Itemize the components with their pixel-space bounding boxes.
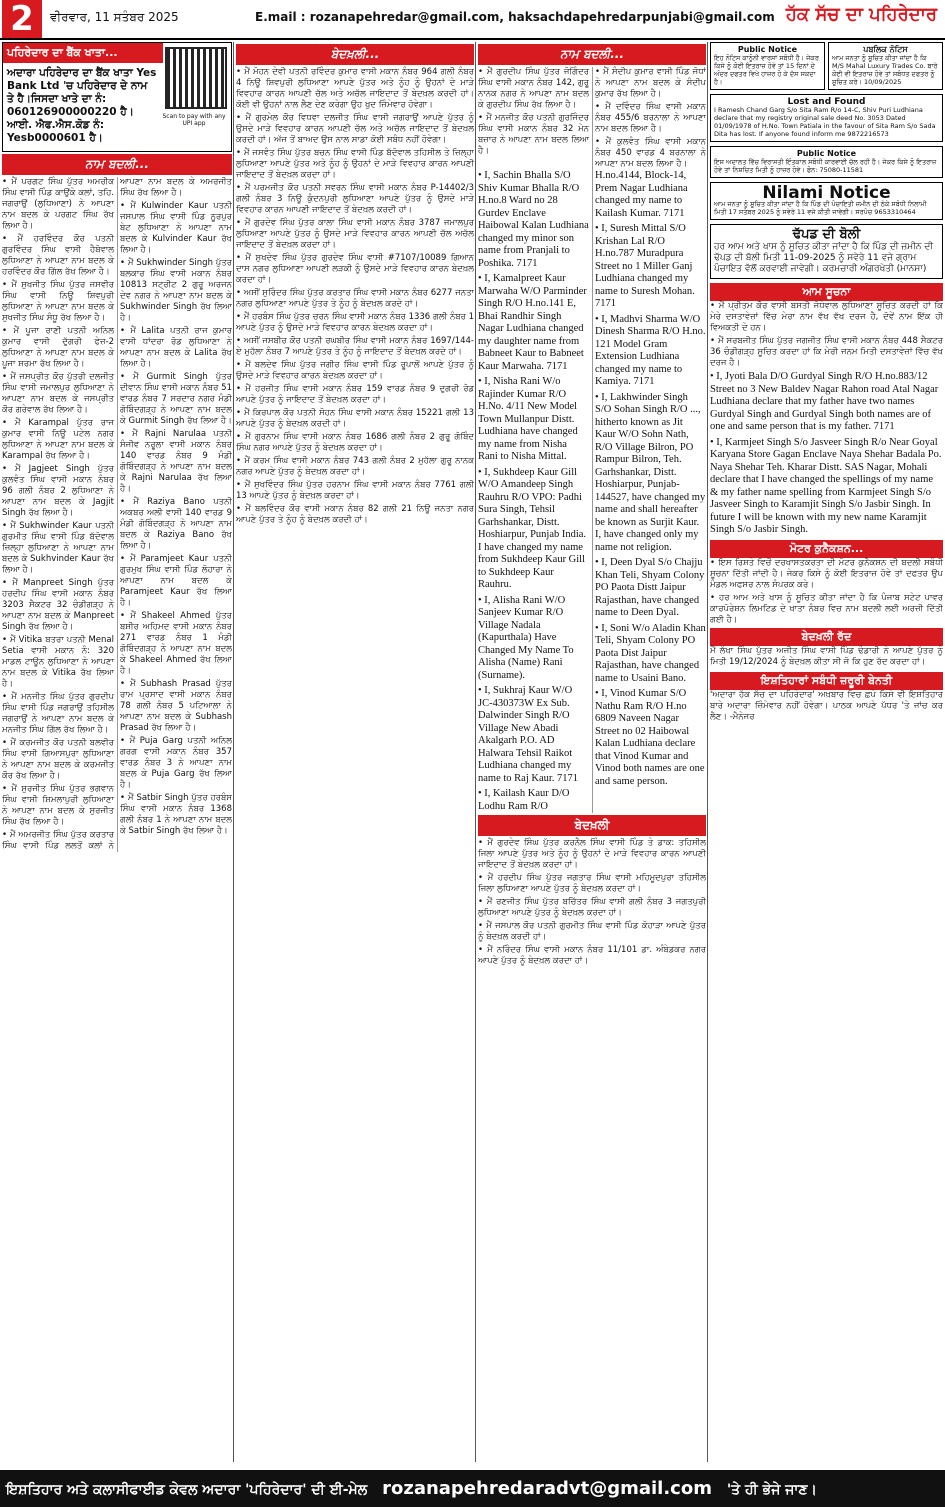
notice-item: • ਮੈਂ ਕਰਮ ਸਿੰਘ ਵਾਸੀ ਮਕਾਨ ਨੰਬਰ 743 ਗਲੀ ਨੰਬਰ 2 ਮੁਹੱਲਾ ਗੁਰੂ ਨਾਨਕ ਨਗਰ ਆਪਣੇ ਪੁੱਤਰ ਨੂੰ ਬੇਦਖ਼ਲ ਕਰਦਾ ਹਾਂ। <box>236 456 474 477</box>
notice-item: • ਮੈਂ Rajni Narulaa ਪਤਨੀ ਸੰਜੀਵ ਨਰੂਲਾ ਵਾਸੀ ਮਕਾਨ ਨੰਬਰ 140 ਵਾਰਡ ਨੰਬਰ 9 ਮੰਡੀ ਗੋਬਿੰਦਗੜ੍ਹ ਨੇ ਆਪਣਾ ਨਾਮ ਬਦਲ ਕੇ Rajni Narulaa ਰੱਖ ਲਿਆ ਹੈ। <box>120 429 232 494</box>
header-email[interactable]: E.mail : rozanapehredar@gmail.com, haksachdapehredarpunjabi@gmail.com <box>255 10 775 24</box>
notice-item: • ਮੈਂ Sukhwinder Kaur ਪਤਨੀ ਗੁਰਮੀਤ ਸਿੰਘ ਵਾਸੀ ਪਿੰਡ ਬੱਦੋਵਾਲ ਜ਼ਿਲ੍ਹਾ ਲੁਧਿਆਣਾ ਨੇ ਆਪਣਾ ਨਾਮ ਬਦਲ ਕੇ Sukhvinder Kaur ਰੱਖ ਲਿਆ ਹੈ। <box>2 521 114 575</box>
page-number: 2 <box>2 0 42 38</box>
footer-right-text: 'ਤੇ ਹੀ ਭੇਜੇ ਜਾਣ। <box>726 1482 817 1498</box>
notice-item: • ਮੈਂ ਜਸਪ੍ਰੀਤ ਕੌਰ ਪੁੱਤਰੀ ਦਲਜੀਤ ਸਿੰਘ ਵਾਸੀ ਜਮਾਲਪੁਰ ਲੁਧਿਆਣਾ ਨੇ ਆਪਣਾ ਨਾਮ ਬਦਲ ਕੇ ਜਸਪ੍ਰੀਤ ਕੌਰ ਗਰੇਵਾਲ ਰੱਖ ਲਿਆ ਹੈ। <box>2 372 114 415</box>
notice-item: • ਮੈਂ ਪਰਮਜੀਤ ਕੌਰ ਪਤਨੀ ਸਵਰਨ ਸਿੰਘ ਵਾਸੀ ਮਕਾਨ ਨੰਬਰ P-14402/3 ਗਲੀ ਨੰਬਰ 3 ਨਿਊ ਕੁੰਦਨਪੁਰੀ ਲੁਧਿਆਣਾ ਆਪਣੇ ਪੁੱਤਰ ਨੂੰ ਉਸਦੇ ਮਾੜੇ ਵਿਵਹਾਰ ਕਾਰਨ ਆਪਣੀ ਜਾਇਦਾਦ ਤੋਂ ਬੇਦਖ਼ਲ ਕਰਦੀ ਹਾਂ। <box>236 183 474 215</box>
notice-item: • I, Sachin Bhalla S/O Shiv Kumar Bhalla R/O H.no.8 Ward no 28 Gurdev Enclave Haibowal Kalan Ludhiana changed my minor son name from Pranjali to Poshika. 7171 <box>478 170 589 269</box>
notice-item: • I, Sukhraj Kaur W/O JC-430373W Ex Sub. Dalwinder Singh R/O Village New Abadi Akalgarh P.O. AD Halwara Tehsil Raikot Ludhiana changed my name to Raj Kaur. 7171 <box>478 685 579 784</box>
notice-item: • I, Sukhdeep Kaur Gill W/O Amandeep Singh Rauhru R/O VPO: Padhi Sura Singh, Tehsil Garhshankar, Distt. Hoshiarpur, Punjab India. I have changed my name from Sukhdeep Kaur Gill to Sukhdeep Kaur Rauhru. <box>478 466 587 590</box>
public-notice-1-text: ਇਹ ਨੋਟਿਸ ਕਾਨੂੰਨੀ ਵਾਰਸਾਂ ਸਬੰਧੀ ਹੈ। ਜੇਕਰ ਕਿਸੇ ਨੂੰ ਕੋਈ ਇਤਰਾਜ਼ ਹੋਵੇ ਤਾਂ 15 ਦਿਨਾਂ ਦੇ ਅੰਦਰ ਦਫਤਰ ਵਿਖੇ ਹਾਜ਼ਰ ਹੋ ਕੇ ਦੱਸ ਸਕਦਾ ਹੈ। <box>714 54 819 86</box>
notice-item: • ਮੈਂ Paramjeet Kaur ਪਤਨੀ ਗੁਰਮੁਖ ਸਿੰਘ ਵਾਸੀ ਪਿੰਡ ਲੋਹਾਰਾ ਨੇ ਆਪਣਾ ਨਾਮ ਬਦਲ ਕੇ Paramjeet Kaur ਰੱਖ ਲਿਆ ਹੈ। <box>120 554 232 608</box>
nilami-notice <box>710 182 943 220</box>
public-notice-3 <box>710 146 943 178</box>
notice-item: • ਮੈਂ Vitika ਬਤਰਾ ਪਤਨੀ Menal Setia ਵਾਸੀ ਮਕਾਨ ਨੰ: 320 ਮਾਡਲ ਟਾਊਨ ਲੁਧਿਆਣਾ ਨੇ ਆਪਣਾ ਨਾਮ ਬਦਲ ਕੇ Vitika ਰੱਖ ਲਿਆ ਹੈ। <box>2 635 114 689</box>
notice-item: • ਮੈਂ ਹਰਵਿੰਦਰ ਕੌਰ ਪਤਨੀ ਗੁਰਵਿੰਦਰ ਸਿੰਘ ਵਾਸੀ ਹੈਬੋਵਾਲ ਲੁਧਿਆਣਾ ਨੇ ਆਪਣਾ ਨਾਮ ਬਦਲ ਕੇ ਹਰਵਿੰਦਰ ਕੌਰ ਗਿੱਲ ਰੱਖ ਲਿਆ ਹੈ। <box>2 234 114 277</box>
nilami-text: ਆਮ ਜਨਤਾ ਨੂੰ ਸੂਚਿਤ ਕੀਤਾ ਜਾਂਦਾ ਹੈ ਕਿ ਪਿੰਡ ਦੀ ਪੰਚਾਇਤੀ ਜ਼ਮੀਨ ਦੀ ਠੇਕੇ ਸਬੰਧੀ ਨਿਲਾਮੀ ਮਿਤੀ 17 ਸਤੰਬਰ 2025 ਨੂੰ ਸਵੇਰੇ 11 ਵਜੇ ਕੀਤੀ ਜਾਵੇਗੀ। ਸਰਪੰਚ 9653310464 <box>714 200 927 216</box>
public-notice-3-title: Public Notice <box>796 149 857 158</box>
section-title-general-notice: ਆਮ ਸੂਚਨਾ <box>710 283 943 301</box>
notice-item: • I, Suresh Mittal S/O Krishan Lal R/O H.no.787 Muradpura Street no 1 Miller Ganj Ludhiana changed my name to Suresh Mohan. 7171 <box>595 223 695 309</box>
notice-item: • ਮੈਂ ਗੁਰਦੀਪ ਸਿੰਘ ਪੁੱਤਰ ਜੋਗਿੰਦਰ ਸਿੰਘ ਵਾਸੀ ਮਕਾਨ ਨੰਬਰ 142, ਗੁਰੂ ਨਾਨਕ ਨਗਰ ਨੇ ਆਪਣਾ ਨਾਮ ਬਦਲ ਕੇ ਗੁਰਦੀਪ ਸਿੰਘ ਰੱਖ ਲਿਆ ਹੈ। <box>478 67 589 110</box>
public-notice-2-text: ਆਮ ਜਨਤਾ ਨੂੰ ਸੂਚਿਤ ਕੀਤਾ ਜਾਂਦਾ ਹੈ ਕਿ M/S Mahal Luxury Trades Co. ਬਾਰੇ ਕੋਈ ਵੀ ਇਤਰਾਜ਼ ਹੋਵੇ ਤਾਂ ਸਬੰਧਤ ਦਫਤਰ ਨੂੰ ਸੂਚਿਤ ਕਰੇ। 10/09/2025 <box>832 54 938 86</box>
disinheritance-cancelled-text: ਮੈਂ ਲੱਖਾ ਸਿੰਘ ਪੁੱਤਰ ਅਜੀਤ ਸਿੰਘ ਵਾਸੀ ਪਿੰਡ ਢੰਡਾਰੀ ਨੇ ਆਪਣੇ ਪੁੱਤਰ ਨੂੰ ਮਿਤੀ 19/12/2024 ਨੂੰ ਬੇਦਖ਼ਲ ਕੀਤਾ ਸੀ ਜੋ ਕਿ ਹੁਣ ਰੱਦ ਕਰਦਾ ਹਾਂ। <box>710 645 943 667</box>
notice-item: • ਮੈਂ ਜਸਵੰਤ ਸਿੰਘ ਪੁੱਤਰ ਬਚਨ ਸਿੰਘ ਵਾਸੀ ਪਿੰਡ ਬੱਦੋਵਾਲ ਤਹਿਸੀਲ ਤੇ ਜ਼ਿਲ੍ਹਾ ਲੁਧਿਆਣਾ ਆਪਣੇ ਪੁੱਤਰ ਅਤੇ ਨੂੰਹ ਨੂੰ ਉਹਨਾਂ ਦੇ ਮਾੜੇ ਵਿਵਹਾਰ ਕਾਰਨ ਆਪਣੀ ਜਾਇਦਾਦ ਤੋਂ ਬੇਦਖ਼ਲ ਕਰਦਾ ਹਾਂ। <box>236 148 474 180</box>
public-notice-2 <box>828 42 943 90</box>
notice-item: • ਹਰ ਆਮ ਅਤੇ ਖਾਸ ਨੂੰ ਸੂਚਿਤ ਕੀਤਾ ਜਾਂਦਾ ਹੈ ਕਿ ਪੰਜਾਬ ਸਟੇਟ ਪਾਵਰ ਕਾਰਪੋਰੇਸ਼ਨ ਲਿਮਟਿਡ ਦੇ ਖਾਤਾ ਨੰਬਰ ਵਿਚ ਨਾਮ ਬਦਲੀ ਲਈ ਅਰਜ਼ੀ ਦਿੱਤੀ ਗਈ ਹੈ। <box>710 592 943 625</box>
notice-item: • ਮੈਂ Karampal ਪੁੱਤਰ ਰਾਜ ਕੁਮਾਰ ਵਾਸੀ ਨਿਊ ਪਟੇਲ ਨਗਰ ਲੁਧਿਆਣਾ ਨੇ ਆਪਣਾ ਨਾਮ ਬਦਲ ਕੇ Karampal ਰੱਖ ਲਿਆ ਹੈ। <box>2 418 114 461</box>
notice-item: • ਮੈਂ Raziya Bano ਪਤਨੀ ਅਕਬਰ ਅਲੀ ਵਾਸੀ 140 ਵਾਰਡ 9 ਮੰਡੀ ਗੋਬਿੰਦਗੜ੍ਹ ਨੇ ਆਪਣਾ ਨਾਮ ਬਦਲ ਕੇ Raziya Bano ਰੱਖ ਲਿਆ ਹੈ। <box>120 497 232 551</box>
column-4 <box>710 42 943 1462</box>
notice-item: • ਮੈਂ ਹਰਜੀਤ ਸਿੰਘ ਵਾਸੀ ਮਕਾਨ ਨੰਬਰ 159 ਵਾਰਡ ਨੰਬਰ 9 ਦੁਗਰੀ ਰੋਡ ਆਪਣੇ ਪੁੱਤਰ ਨੂੰ ਜਾਇਦਾਦ ਤੋਂ ਬੇਦਖ਼ਲ ਕਰਦਾ ਹਾਂ। <box>236 384 474 405</box>
section-title-name-change-2: ਨਾਮ ਬਦਲੀ... <box>478 44 706 65</box>
page-header <box>0 0 945 40</box>
notice-item: • ਮੈਂ ਪਰਗਟ ਸਿੰਘ ਪੁੱਤਰ ਅਮਰੀਕ ਸਿੰਘ ਵਾਸੀ ਪਿੰਡ ਕਾਉਂਕੇ ਕਲਾਂ, ਤਹਿ. ਜਗਰਾਉਂ (ਲੁਧਿਆਣਾ) ਨੇ ਆਪਣਾ ਨਾਮ ਬਦਲ ਕੇ ਪਰਗਟ ਸਿੰਘ ਰੱਖ ਲਿਆ ਹੈ। <box>2 177 114 231</box>
notice-item: • ਮੈਂ ਸੰਦੀਪ ਕੁਮਾਰ ਵਾਸੀ ਪਿੰਡ ਜੋਧਾਂ ਨੇ ਆਪਣਾ ਨਾਮ ਬਦਲ ਕੇ ਸੰਦੀਪ ਕੁਮਾਰ ਰੱਖ ਲਿਆ ਹੈ। <box>595 67 706 99</box>
notice-item: • ਮੈਂ ਰਣਜੀਤ ਸਿੰਘ ਪੁੱਤਰ ਬਚਿੱਤਰ ਸਿੰਘ ਵਾਸੀ ਗਲੀ ਨੰਬਰ 3 ਜਗਤਪੁਰੀ ਲੁਧਿਆਣਾ ਆਪਣੇ ਪੁੱਤਰ ਨੂੰ ਬੇਦਖ਼ਲ ਕਰਦਾ ਹਾਂ। <box>478 897 706 918</box>
dhapad-title: ਢੱਪਡ ਦੀ ਬੋਲੀ <box>792 227 861 242</box>
public-notice-1-title: Public Notice <box>737 45 798 54</box>
notice-item: • I, Alisha Rani W/O Sanjeev Kumar R/O Village Nadala (Kapurthala) Have Changed My Name To Alisha (Name) Rani (Surname). <box>478 594 574 681</box>
notice-item: • ਮੈਂ ਕੁਲਵੰਤ ਸਿੰਘ ਵਾਸੀ ਮਕਾਨ ਨੰਬਰ 450 ਵਾਰਡ 4 ਬਰਨਾਲਾ ਨੇ ਆਪਣਾ ਨਾਮ ਬਦਲ ਲਿਆ ਹੈ। <box>595 137 706 169</box>
notice-item: • I, Kailash Kaur D/O Lodhu Ram R/O H.no.4144, Block-14, Prem Nagar Ludhiana changed my name to Kailash Kumar. 7171 <box>478 170 688 812</box>
column-divider <box>233 42 234 1462</box>
advisory-text: 'ਅਦਾਰਾ ਹੱਕ ਸੱਚ ਦਾ ਪਹਿਰੇਦਾਰ' ਅਖ਼ਬਾਰ ਵਿਚ ਛਪੇ ਕਿਸੇ ਵੀ ਇਸ਼ਤਿਹਾਰ ਬਾਰੇ ਅਦਾਰਾ ਜ਼ਿੰਮੇਵਾਰ ਨਹੀਂ ਹੋਵੇਗਾ। ਪਾਠਕ ਆਪਣੇ ਪੱਧਰ 'ਤੇ ਜਾਂਚ ਕਰ ਲੈਣ। -ਮੈਨੇਜਰ <box>710 689 943 722</box>
notice-item: • I, Karmjeet Singh S/o Jasveer Singh R/o Near Goyal Karyana Store Gagan Enclave Naya Shehar Badala Po. Naya Shehar Teh. Kharar Distt. SAS Nagar, Mohali declare that I have changed the spellings of my name & my father name spelling from Karmjeet Singh S/o Jasveer Singh to Karamjit Singh S/o Jasbir Singh. In future I will be known with my new name Karamjit Singh S/o Jasbir Singh. <box>710 436 942 535</box>
footer-email[interactable]: rozanapehredaradvt@gmail.com <box>382 1478 712 1499</box>
name-change-list <box>2 177 232 852</box>
notice-item: • ਮੈਂ ਪੂਜਾ ਰਾਣੀ ਪਤਨੀ ਅਨਿਲ ਕੁਮਾਰ ਵਾਸੀ ਦੁੱਗਰੀ ਫੇਜ਼-2 ਲੁਧਿਆਣਾ ਨੇ ਆਪਣਾ ਨਾਮ ਬਦਲ ਕੇ ਪੂਜਾ ਸ਼ਰਮਾ ਰੱਖ ਲਿਆ ਹੈ। <box>2 326 114 369</box>
notice-item: • ਮੈਂ ਹਰਦੀਪ ਸਿੰਘ ਪੁੱਤਰ ਜਗਤਾਰ ਸਿੰਘ ਵਾਸੀ ਮਹਿਮੂਦਪੁਰਾ ਤਹਿਸੀਲ ਜਿਲਾ ਲੁਧਿਆਣਾ ਆਪਣੇ ਪੁੱਤਰ ਨੂੰ ਬੇਦਖ਼ਲ ਕਰਦਾ ਹਾਂ। <box>478 873 706 894</box>
notice-item: • ਮੈਂ ਜਸਪਾਲ ਕੌਰ ਪਤਨੀ ਗੁਰਮੀਤ ਸਿੰਘ ਵਾਸੀ ਪਿੰਡ ਕੋਹਾੜਾ ਆਪਣੇ ਪੁੱਤਰ ਨੂੰ ਬੇਦਖ਼ਲ ਕਰਦੀ ਹਾਂ। <box>478 921 706 942</box>
notice-item: • ਮੈਂ Subhash Prasad ਪੁੱਤਰ ਰਾਮ ਪ੍ਰਸਾਦ ਵਾਸੀ ਮਕਾਨ ਨੰਬਰ 78 ਗਲੀ ਨੰਬਰ 5 ਪਟਿਆਲਾ ਨੇ ਆਪਣਾ ਨਾਮ ਬਦਲ ਕੇ Subhash Prasad ਰੱਖ ਲਿਆ ਹੈ। <box>120 679 232 733</box>
section-title-disinheritance-2: ਬੇਦਖ਼ਲੀ <box>478 815 706 836</box>
notice-item: • ਮੈਂ ਗੁਰਨਾਮ ਸਿੰਘ ਵਾਸੀ ਮਕਾਨ ਨੰਬਰ 1686 ਗਲੀ ਨੰਬਰ 2 ਗੁਰੂ ਗੋਬਿੰਦ ਸਿੰਘ ਨਗਰ ਆਪਣੇ ਪੁੱਤਰ ਨੂੰ ਬੇਦਖ਼ਲ ਕਰਦਾ ਹਾਂ। <box>236 432 474 453</box>
notice-item: • ਮੈਂ Sukhwinder Singh ਪੁੱਤਰ ਬਲਕਾਰ ਸਿੰਘ ਵਾਸੀ ਮਕਾਨ ਨੰਬਰ 10813 ਸਟ੍ਰੀਟ 2 ਗੁਰੂ ਅਰਜਨ ਦੇਵ ਨਗਰ ਨੇ ਆਪਣਾ ਨਾਮ ਬਦਲ ਕੇ Sukhwinder Singh ਰੱਖ ਲਿਆ ਹੈ। <box>120 258 232 323</box>
bank-details: ਅਦਾਰਾ ਪਹਿਰੇਦਾਰ ਦਾ ਬੈਂਕ ਖਾਤਾ Yes Bank Ltd 'ਚ ਪਹਿਰੇਦਾਰ ਦੇ ਨਾਮ ਤੇ ਹੈ।ਜਿਸਦਾ ਖਾਤੇ ਦਾ ਨੰ: 060126900000220 ਹੈ।ਆਈ. ਐਫ.ਐਸ.ਕੋਡ ਨੰ: Yesb0000601 ਹੈ। <box>7 67 157 144</box>
column-3 <box>478 42 706 1462</box>
column-1 <box>2 42 232 1462</box>
name-change-punjabi-list <box>478 67 706 170</box>
notice-item: • ਮੈਂ ਮਨਜੀਤ ਕੌਰ ਪਤਨੀ ਗੁਰਜਿੰਦਰ ਸਿੰਘ ਵਾਸੀ ਮਕਾਨ ਨੰਬਰ 32 ਮੇਨ ਬਜ਼ਾਰ ਨੇ ਆਪਣਾ ਨਾਮ ਬਦਲ ਲਿਆ ਹੈ। <box>478 113 589 156</box>
general-notice-english <box>710 371 943 537</box>
qr-code-icon[interactable] <box>165 47 227 109</box>
notice-item: • ਮੈਂ ਬਲਵਿੰਦਰ ਕੌਰ ਵਾਸੀ ਮਕਾਨ ਨੰਬਰ 82 ਗਲੀ 21 ਨਿਊ ਜਨਤਾ ਨਗਰ ਆਪਣੇ ਪੁੱਤਰ ਤੇ ਨੂੰਹ ਨੂੰ ਬੇਦਖ਼ਲ ਕਰਦੀ ਹਾਂ। <box>236 504 474 525</box>
name-change-english-list <box>478 170 706 813</box>
notice-item: • ਮੈਂ ਸੁਖਦੇਵ ਸਿੰਘ ਪੁੱਤਰ ਗੁਰਦੇਵ ਸਿੰਘ ਵਾਸੀ #7107/10089 ਗਿਆਨ ਦਾਸ ਨਗਰ ਲੁਧਿਆਣਾ ਆਪਣੀ ਲੜਕੀ ਨੂੰ ਉਸਦੇ ਮਾੜੇ ਵਿਵਹਾਰ ਕਾਰਨ ਬੇਦਖ਼ਲ ਕਰਦਾ ਹਾਂ। <box>236 253 474 285</box>
lost-title: Lost and Found <box>787 97 866 107</box>
notice-item: • ਮੈਂ Gurmit Singh ਪੁੱਤਰ ਦੀਵਾਨ ਸਿੰਘ ਵਾਸੀ ਮਕਾਨ ਨੰਬਰ 51 ਵਾਰਡ ਨੰਬਰ 7 ਸਰਦਾਰ ਨਗਰ ਮੰਡੀ ਗੋਬਿੰਦਗੜ੍ਹ ਨੇ ਆਪਣਾ ਨਾਮ ਬਦਲ ਕੇ Gurmit Singh ਰੱਖ ਲਿਆ ਹੈ। <box>120 372 232 426</box>
notice-item: • ਮੈਂ ਸੁਰਜੀਤ ਸਿੰਘ ਪੁੱਤਰ ਭਗਵਾਨ ਸਿੰਘ ਵਾਸੀ ਸ਼ਿਮਲਾਪੁਰੀ ਲੁਧਿਆਣਾ ਨੇ ਆਪਣਾ ਨਾਮ ਬਦਲ ਕੇ ਸੁਰਜੀਤ ਸਿੰਘ ਰੱਖ ਲਿਆ ਹੈ। <box>2 784 114 827</box>
notice-item: • I, Kamalpreet Kaur Marwaha W/O Parminder Singh R/O H.no.141 E, Bhai Randhir Singh Nagar Ludhiana changed my daughter name from Babneet Kaur to Babneet Kaur Marwaha. 7171 <box>478 273 587 372</box>
section-title-name-change: ਨਾਮ ਬਦਲੀ... <box>2 154 232 175</box>
column-divider <box>707 42 708 1462</box>
notice-item: • ਮੈਂ Satbir Singh ਪੁੱਤਰ ਹਰਬੰਸ ਸਿੰਘ ਵਾਸੀ ਮਕਾਨ ਨੰਬਰ 1368 ਗਲੀ ਨੰਬਰ 1 ਨੇ ਆਪਣਾ ਨਾਮ ਬਦਲ ਕੇ Satbir Singh ਰੱਖ ਲਿਆ ਹੈ। <box>120 793 232 836</box>
notice-item: • ਮੈਂ ਕਰਮਜੀਤ ਕੌਰ ਪਤਨੀ ਬਲਵੀਰ ਸਿੰਘ ਵਾਸੀ ਗਿਆਸਪੁਰਾ ਲੁਧਿਆਣਾ ਨੇ ਆਪਣਾ ਨਾਮ ਬਦਲ ਕੇ ਕਰਮਜੀਤ ਕੌਰ ਰੱਖ ਲਿਆ ਹੈ। <box>2 738 114 781</box>
footer-left-text: ਇਸ਼ਤਿਹਾਰ ਅਤੇ ਕਲਾਸੀਫਾਈਡ ਕੇਵਲ ਅਦਾਰਾ 'ਪਹਿਰੇਦਾਰ' ਦੀ ਈ-ਮੇਲ <box>6 1482 368 1498</box>
notice-item: • ਮੈਂ Manpreet Singh ਪੁੱਤਰ ਹਰਦੀਪ ਸਿੰਘ ਵਾਸੀ ਮਕਾਨ ਨੰਬਰ 3203 ਸੈਕਟਰ 32 ਚੰਡੀਗੜ੍ਹ ਨੇ ਆਪਣਾ ਨਾਮ ਬਦਲ ਕੇ Manpreet Singh ਰੱਖ ਲਿਆ ਹੈ। <box>2 578 114 632</box>
notice-item: • ਅਸੀਂ ਸੁਰਿੰਦਰ ਸਿੰਘ ਪੁੱਤਰ ਕਰਤਾਰ ਸਿੰਘ ਵਾਸੀ ਮਕਾਨ ਨੰਬਰ 6277 ਜਨਤਾ ਨਗਰ ਲੁਧਿਆਣਾ ਆਪਣੇ ਪੁੱਤਰ ਤੇ ਨੂੰਹ ਨੂੰ ਬੇਦਖ਼ਲ ਕਰਦੇ ਹਾਂ। <box>236 288 474 309</box>
section-title-advisory: ਇਸ਼ਤਿਹਾਰਾਂ ਸਬੰਧੀ ਜ਼ਰੂਰੀ ਬੇਨਤੀ <box>710 672 943 690</box>
notice-item: • I, Vinod Kumar S/O Nathu Ram R/O H.no 6809 Naveen Nagar Street no 02 Haibowal Kalan Ludhiana declare that Vinod Kumar and Vinod both names are one and same person. <box>595 688 705 787</box>
notice-item: • I, Jyoti Bala D/O Gurdyal Singh R/O H.no.883/12 Street no 3 New Baldev Nagar Rahon road Atal Nagar Ludhiana declare that my father have two names Gurdyal Singh and Gurdyal Singh both names are of one and same person that is my father. 7171 <box>710 371 939 432</box>
notice-item: • ਮੈਂ ਬਲਦੇਵ ਸਿੰਘ ਪੁੱਤਰ ਜਗੀਰ ਸਿੰਘ ਵਾਸੀ ਪਿੰਡ ਰੂਪਾਲੋਂ ਆਪਣੇ ਪੁੱਤਰ ਨੂੰ ਉਸਦੇ ਮਾੜੇ ਵਿਵਹਾਰ ਕਾਰਨ ਬੇਦਖ਼ਲ ਕਰਦਾ ਹਾਂ। <box>236 360 474 381</box>
notice-item: • ਮੈਂ ਅਮਰਜੀਤ ਸਿੰਘ ਪੁੱਤਰ ਕਰਤਾਰ ਸਿੰਘ ਵਾਸੀ ਪਿੰਡ ਲਲਤੋਂ ਕਲਾਂ ਨੇ ਆਪਣਾ ਨਾਮ ਬਦਲ ਕੇ ਅਮਰਜੀਤ ਸਿੰਘ ਰੱਖ ਲਿਆ ਹੈ। <box>2 177 232 851</box>
notice-item: • ਮੈਂ Jagjeet Singh ਪੁੱਤਰ ਕੁਲਵੰਤ ਸਿੰਘ ਵਾਸੀ ਮਕਾਨ ਨੰਬਰ 96 ਗਲੀ ਨੰਬਰ 2 ਲੁਧਿਆਣਾ ਨੇ ਆਪਣਾ ਨਾਮ ਬਦਲ ਕੇ Jagjit Singh ਰੱਖ ਲਿਆ ਹੈ। <box>2 464 114 518</box>
notice-item: • ਮੈਂ ਸੁਖਜੀਤ ਸਿੰਘ ਪੁੱਤਰ ਜਸਵੀਰ ਸਿੰਘ ਵਾਸੀ ਨਿਊ ਸ਼ਿਵਪੁਰੀ ਲੁਧਿਆਣਾ ਨੇ ਆਪਣਾ ਨਾਮ ਬਦਲ ਕੇ ਸੁਖਜੀਤ ਸਿੰਘ ਸੰਧੂ ਰੱਖ ਲਿਆ ਹੈ। <box>2 280 114 323</box>
notice-item: • I, Lakhwinder Singh S/O Sohan Singh R/O ..., hitherto known as Jit Kaur W/O Sohn Nath, R/O Village Bilron, PO Rampur Bilron, Teh. Garhshankar, Distt. Hoshiarpur, Punjab-144527, have changed my name and shall hereafter be known as Surjit Kaur. I, have changed only my name not religion. <box>595 391 706 553</box>
lost-and-found <box>710 94 943 142</box>
notice-item: • ਮੈਂ ਗੁਰਦੇਵ ਸਿੰਘ ਪੁੱਤਰ ਕਾਲਾ ਸਿੰਘ ਵਾਸੀ ਮਕਾਨ ਨੰਬਰ 3787 ਜਮਾਲਪੁਰ ਲੁਧਿਆਣਾ ਆਪਣੇ ਪੁੱਤਰ ਨੂੰ ਉਸਦੇ ਮਾੜੇ ਵਿਵਹਾਰ ਕਾਰਨ ਆਪਣੀ ਚੱਲ ਅਚੱਲ ਜਾਇਦਾਦ ਤੋਂ ਬੇਦਖ਼ਲ ਕਰਦਾ ਹਾਂ। <box>236 218 474 250</box>
notice-item: • ਇਸ ਰਿਸ਼ਤੇ ਵਿਚੋਂ ਦਰਖਾਸਤਕਰਤਾ ਦੀ ਮੋਟਰ ਕੁਨੈਕਸ਼ਨ ਦੀ ਬਦਲੀ ਸਬੰਧੀ ਸੂਚਨਾ ਦਿੱਤੀ ਜਾਂਦੀ ਹੈ। ਜੇਕਰ ਕਿਸੇ ਨੂੰ ਕੋਈ ਇਤਰਾਜ਼ ਹੋਵੇ ਤਾਂ ਦਫਤਰ ਉਪ ਮੰਡਲ ਅਫਸਰ ਨਾਲ ਸੰਪਰਕ ਕਰੇ। <box>710 557 943 590</box>
disinheritance-list <box>236 67 474 526</box>
motor-connection-list <box>710 558 943 626</box>
notice-item: • I, Deen Dyal S/o Chajju Khan Teli, Shyam Colony PO Paota Distt Jaipur Rajasthan, have changed name to Deen Dyal. <box>595 557 705 618</box>
notice-item: • ਅਸੀਂ ਜਸਬੀਰ ਕੌਰ ਪਤਨੀ ਰਘਬੀਰ ਸਿੰਘ ਵਾਸੀ ਮਕਾਨ ਨੰਬਰ 1697/144-ਏ ਮੁਹੱਲਾ ਨੰਬਰ 7 ਆਪਣੇ ਪੁੱਤਰ ਤੇ ਨੂੰਹ ਨੂੰ ਜਾਇਦਾਦ ਤੋਂ ਬੇਦਖ਼ਲ ਕਰਦੇ ਹਾਂ। <box>236 336 474 357</box>
notice-item: • ਮੈਂ ਗੁਰਦੇਵ ਸਿੰਘ ਪੁੱਤਰ ਕਰਨੈਲ ਸਿੰਘ ਵਾਸੀ ਪਿੰਡ ਤੇ ਡਾਕ: ਤਹਿਸੀਲ ਜਿਲਾ ਆਪਣੇ ਪੁੱਤਰ ਅਤੇ ਨੂੰਹ ਨੂੰ ਉਹਨਾਂ ਦੇ ਮਾੜੇ ਵਿਵਹਾਰ ਕਾਰਨ ਆਪਣੀ ਜਾਇਦਾਦ ਤੋਂ ਬੇਦਖ਼ਲ ਕਰਦਾ ਹਾਂ। <box>478 838 706 870</box>
dhapad-text: ਹਰ ਆਮ ਅਤੇ ਖਾਸ ਨੂੰ ਸੂਚਿਤ ਕੀਤਾ ਜਾਂਦਾ ਹੈ ਕਿ ਪਿੰਡ ਦੀ ਜ਼ਮੀਨ ਦੀ ਢੱਪਡ ਦੀ ਬੋਲੀ ਮਿਤੀ 11-09-2025 ਨੂੰ ਸਵੇਰੇ 11 ਵਜੇ ਗ੍ਰਾਮ ਪੰਚਾਇਤ ਵੱਲੋਂ ਕਰਵਾਈ ਜਾਵੇਗੀ। ਕਰਮਚਾਰੀ ਅੰਗਰਖੇਤੀ (ਮਾਨਸਾ) <box>714 242 934 274</box>
general-notice-list <box>710 301 943 369</box>
notice-item: • I, Nisha Rani W/o Rajinder Kumar R/O H.No. 4/11 New Model Town Mullanpur Distt. Ludhiana have changed my name from Nisha Rani to Nisha Mittal. <box>478 376 578 462</box>
notice-item: • ਮੈਂ ਮਨਜੀਤ ਸਿੰਘ ਪੁੱਤਰ ਗੁਰਦੀਪ ਸਿੰਘ ਵਾਸੀ ਪਿੰਡ ਜਗਰਾਉਂ ਤਹਿਸੀਲ ਜਗਰਾਉਂ ਨੇ ਆਪਣਾ ਨਾਮ ਬਦਲ ਕੇ ਮਨਜੀਤ ਸਿੰਘ ਗਿੱਲ ਰੱਖ ਲਿਆ ਹੈ। <box>2 692 114 735</box>
public-notice-3-text: ਇਸ ਅਦਾਲਤ ਵਿੱਚ ਵਿਰਾਸਤੀ ਇੰਤਕਾਲ ਸਬੰਧੀ ਕਾਰਵਾਈ ਚੱਲ ਰਹੀ ਹੈ। ਜੇਕਰ ਕਿਸੇ ਨੂੰ ਇਤਰਾਜ਼ ਹੋਵੇ ਤਾਂ ਨਿਸ਼ਚਿਤ ਮਿਤੀ ਨੂੰ ਹਾਜ਼ਰ ਹੋਵੇ। ਫੋਨ: 75080-11581 <box>714 158 937 174</box>
bank-account-box <box>2 42 232 152</box>
notice-item: • ਮੈਂ ਨਰਿੰਦਰ ਸਿੰਘ ਵਾਸੀ ਮਕਾਨ ਨੰਬਰ 11/101 ਡਾ. ਅੰਬੇਡਕਰ ਨਗਰ ਆਪਣੇ ਪੁੱਤਰ ਨੂੰ ਬੇਦਖ਼ਲ ਕਰਦਾ ਹਾਂ। <box>478 945 706 966</box>
lost-text: I Ramesh Chand Garg S/o Sita Ram R/o 14-C, Shiv Puri Ludhiana declare that my registry original sale deed No. 3053 Dated 01/09/1978 of H.No. Town Patiala in the favour of Sita Ram S/o Sada Dita has lost. If anyone found inform me 9872216573 <box>714 106 936 138</box>
notice-item: • I, Soni W/o Aladin Khan Teli, Shyam Colony PO Paota Dist Jaipur Rajasthan, have changed name to Usaini Bano. <box>595 622 706 684</box>
notice-item: • I, Madhvi Sharma W/O Dinesh Sharma R/O H.no. 121 Model Gram Extension Ludhiana changed my name to Kamiya. 7171 <box>595 313 706 387</box>
disinheritance-list-2 <box>478 838 706 967</box>
section-title-disinheritance: ਬੇਦਖ਼ਲੀ... <box>236 44 474 65</box>
notice-item: • ਮੈਂ Kulwinder Kaur ਪਤਨੀ ਜਸਪਾਲ ਸਿੰਘ ਵਾਸੀ ਪਿੰਡ ਨੂਰਪੁਰ ਬੇਟ ਲੁਧਿਆਣਾ ਨੇ ਆਪਣਾ ਨਾਮ ਬਦਲ ਕੇ Kulvinder Kaur ਰੱਖ ਲਿਆ ਹੈ। <box>120 201 232 255</box>
notice-item: • ਮੈਂ ਸਰਬਜੀਤ ਸਿੰਘ ਪੁੱਤਰ ਜਗਜੀਤ ਸਿੰਘ ਵਾਸੀ ਮਕਾਨ ਨੰਬਰ 448 ਸੈਕਟਰ 36 ਚੰਡੀਗੜ੍ਹ ਸੂਚਿਤ ਕਰਦਾ ਹਾਂ ਕਿ ਮੇਰੀ ਜਨਮ ਮਿਤੀ ਦਸਤਾਵੇਜ਼ਾਂ ਵਿੱਚ ਵੱਖ ਦਰਜ ਹੈ। <box>710 336 943 368</box>
section-title-motor-connection: ਮੋਟਰ ਕੁਨੈਕਸ਼ਨ... <box>710 540 943 558</box>
notice-item: • ਮੈਂ ਹਰਬੰਸ ਸਿੰਘ ਪੁੱਤਰ ਚਰਨ ਸਿੰਘ ਵਾਸੀ ਮਕਾਨ ਨੰਬਰ 1336 ਗਲੀ ਨੰਬਰ 1 ਆਪਣੇ ਪੁੱਤਰ ਨੂੰ ਉਸਦੇ ਮਾੜੇ ਵਿਵਹਾਰ ਕਾਰਨ ਬੇਦਖ਼ਲ ਕਰਦਾ ਹਾਂ। <box>236 312 474 333</box>
qr-caption: Scan to pay with any UPI app <box>162 113 226 127</box>
newspaper-masthead: ਹੱਕ ਸੱਚ ਦਾ ਪਹਿਰੇਦਾਰ <box>785 4 937 25</box>
column-divider <box>475 42 476 1462</box>
notice-item: • ਮੈਂ ਗੁਰਮੇਲ ਕੌਰ ਵਿਧਵਾ ਦਲਜੀਤ ਸਿੰਘ ਵਾਸੀ ਜਗਰਾਉਂ ਆਪਣੇ ਪੁੱਤਰ ਨੂੰ ਉਸਦੇ ਮਾੜੇ ਵਿਵਹਾਰ ਕਾਰਨ ਆਪਣੀ ਚੱਲ ਅਤੇ ਅਚੱਲ ਜਾਇਦਾਦ ਤੋਂ ਬੇਦਖ਼ਲ ਕਰਦੀ ਹਾਂ। ਅੱਜ ਤੋਂ ਬਾਅਦ ਉਸ ਨਾਲ ਸਾਡਾ ਕੋਈ ਸਬੰਧ ਨਹੀਂ ਹੋਵੇਗਾ। <box>236 113 474 145</box>
notice-item: • ਮੈਂ ਪ੍ਰੀਤਮ ਕੌਰ ਵਾਸੀ ਬਸਤੀ ਜੋਧੇਵਾਲ ਲੁਧਿਆਣਾ ਸੂਚਿਤ ਕਰਦੀ ਹਾਂ ਕਿ ਮੇਰੇ ਦਸਤਾਵੇਜ਼ਾਂ ਵਿੱਚ ਮੇਰਾ ਨਾਮ ਵੱਖ ਵੱਖ ਦਰਜ ਹੈ, ਦੋਵੇਂ ਨਾਮ ਇੱਕ ਹੀ ਵਿਅਕਤੀ ਦੇ ਹਨ। <box>710 301 943 333</box>
section-title-disinheritance-cancelled: ਬੇਦਖ਼ਲੀ ਰੱਦ <box>710 628 943 646</box>
public-notice-1 <box>710 42 825 90</box>
public-notice-2-title: ਪਬਲਿਕ ਨੋਟਿਸ <box>863 45 908 54</box>
column-2 <box>236 42 474 1462</box>
notice-item: • ਮੈਂ Puja Garg ਪਤਨੀ ਅਨਿਲ ਗਰਗ ਵਾਸੀ ਮਕਾਨ ਨੰਬਰ 357 ਵਾਰਡ ਨੰਬਰ 3 ਨੇ ਆਪਣਾ ਨਾਮ ਬਦਲ ਕੇ Puja Garg ਰੱਖ ਲਿਆ ਹੈ। <box>120 736 232 790</box>
notice-item: • ਮੈਂ ਕਿਰਪਾਲ ਕੌਰ ਪਤਨੀ ਸੋਹਨ ਸਿੰਘ ਵਾਸੀ ਮਕਾਨ ਨੰਬਰ 15221 ਗਲੀ 13 ਆਪਣੇ ਪੁੱਤਰ ਨੂੰ ਬੇਦਖ਼ਲ ਕਰਦੀ ਹਾਂ। <box>236 408 474 429</box>
notice-item: • ਮੈਂ Lalita ਪਤਨੀ ਰਾਜ ਕੁਮਾਰ ਵਾਸੀ ਧਾਂਦਰਾ ਰੋਡ ਲੁਧਿਆਣਾ ਨੇ ਆਪਣਾ ਨਾਮ ਬਦਲ ਕੇ Lalita ਰੱਖ ਲਿਆ ਹੈ। <box>120 326 232 369</box>
notice-item: • ਮੈਂ ਮੋਹਨ ਦੇਵੀ ਪਤਨੀ ਰਵਿੰਦਰ ਕੁਮਾਰ ਵਾਸੀ ਮਕਾਨ ਨੰਬਰ 964 ਗਲੀ ਨੰਬਰ 4 ਨਿਊ ਸ਼ਿਵਪੁਰੀ ਲੁਧਿਆਣਾ ਆਪਣੇ ਪੁੱਤਰ ਅਤੇ ਨੂੰਹ ਨੂੰ ਉਹਨਾਂ ਦੇ ਮਾੜੇ ਵਿਵਹਾਰ ਕਾਰਨ ਆਪਣੀ ਚੱਲ ਅਤੇ ਅਚੱਲ ਜਾਇਦਾਦ ਤੋਂ ਬੇਦਖ਼ਲ ਕਰਦੀ ਹਾਂ। ਕੋਈ ਵੀ ਉਹਨਾਂ ਨਾਲ ਲੈਣ ਦੇਣ ਕਰੇਗਾ ਉਹ ਖੁਦ ਜ਼ਿੰਮੇਵਾਰ ਹੋਵੇਗਾ। <box>236 67 474 110</box>
page-footer <box>0 1470 945 1507</box>
notice-item: • ਮੈਂ ਦਵਿੰਦਰ ਸਿੰਘ ਵਾਸੀ ਮਕਾਨ ਨੰਬਰ 455/6 ਬਰਨਾਲਾ ਨੇ ਆਪਣਾ ਨਾਮ ਬਦਲ ਲਿਆ ਹੈ। <box>595 102 706 134</box>
nilami-title: Nilami Notice <box>762 183 891 203</box>
notice-item: • ਮੈਂ Shakeel Ahmed ਪੁੱਤਰ ਬਸ਼ੀਰ ਅਹਿਮਦ ਵਾਸੀ ਮਕਾਨ ਨੰਬਰ 271 ਵਾਰਡ ਨੰਬਰ 1 ਮੰਡੀ ਗੋਬਿੰਦਗੜ੍ਹ ਨੇ ਆਪਣਾ ਨਾਮ ਬਦਲ ਕੇ Shakeel Ahmed ਰੱਖ ਲਿਆ ਹੈ। <box>120 611 232 676</box>
notice-item: • ਮੈਂ ਸੁਖਵਿੰਦਰ ਸਿੰਘ ਪੁੱਤਰ ਹਰਨਾਮ ਸਿੰਘ ਵਾਸੀ ਮਕਾਨ ਨੰਬਰ 7761 ਗਲੀ 13 ਆਪਣੇ ਪੁੱਤਰ ਨੂੰ ਬੇਦਖ਼ਲ ਕਰਦਾ ਹਾਂ। <box>236 480 474 501</box>
bank-title: ਪਹਿਰੇਦਾਰ ਦਾ ਬੈਂਕ ਖਾਤਾ... <box>3 43 163 63</box>
issue-date: ਵੀਰਵਾਰ, 11 ਸਤੰਬਰ 2025 <box>50 10 179 24</box>
dhapad-notice <box>710 224 943 279</box>
